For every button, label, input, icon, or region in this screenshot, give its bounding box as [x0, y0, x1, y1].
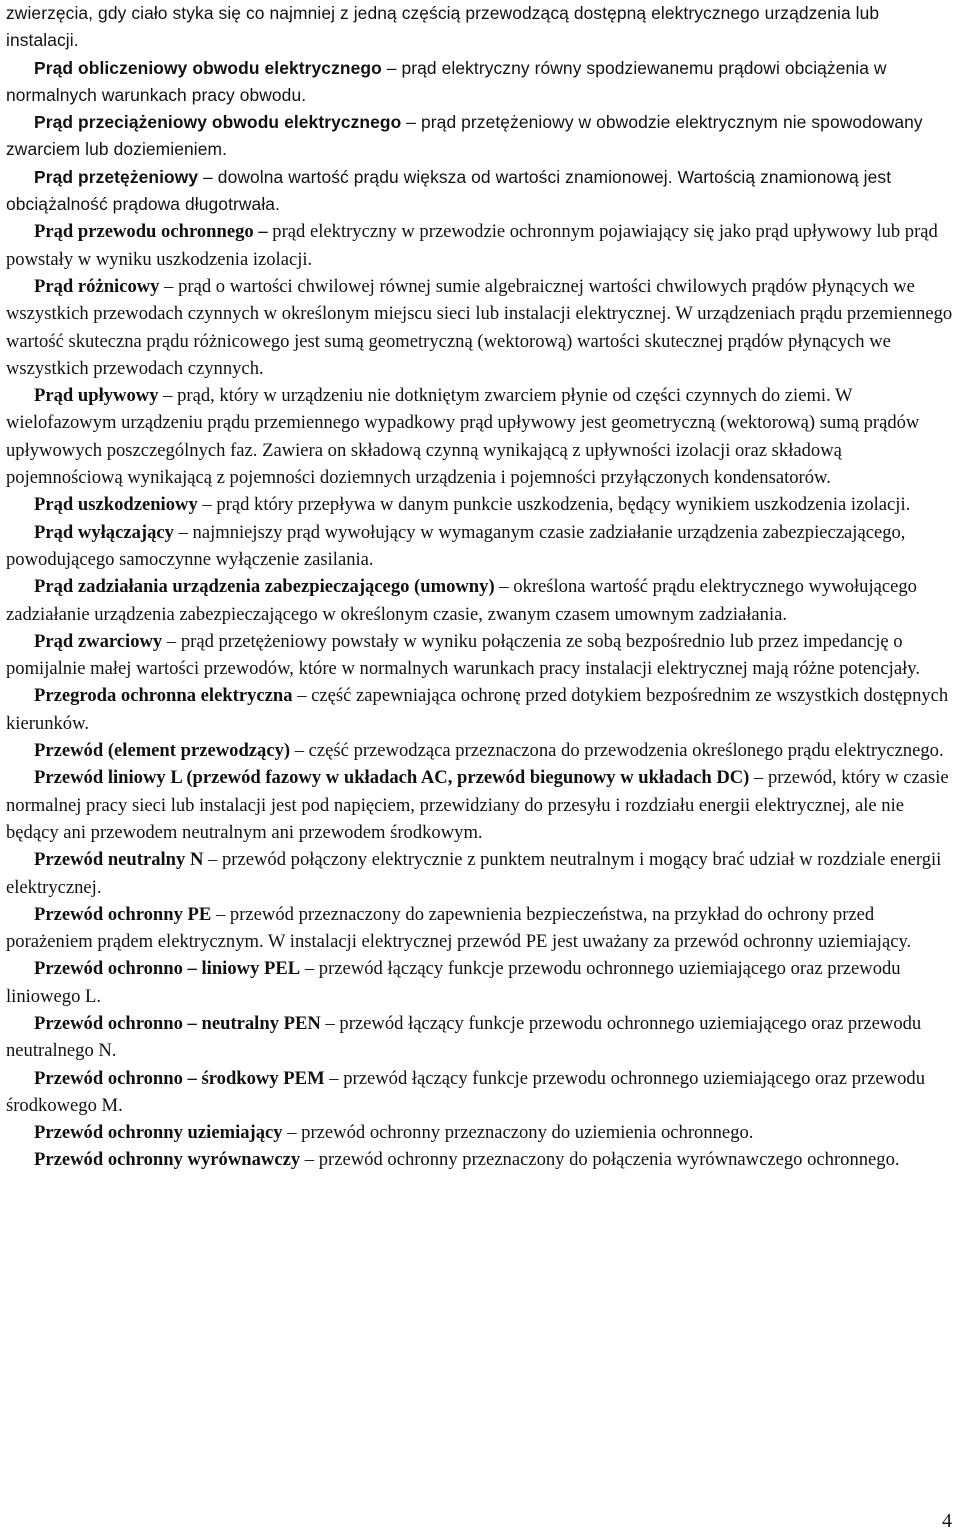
- definition-term: Przewód ochronno – środkowy PEM: [34, 1067, 325, 1089]
- definition-text: – najmniejszy prąd wywołujący w wymaganym czasie zadziałanie urządzenia zabezpieczającego, powodującego samoczynne wyłączenie zasilania.: [6, 521, 906, 570]
- definition-text: – prąd który przepływa w danym punkcie uszkodzenia, będący wynikiem uszkodzenia izolacji.: [197, 494, 911, 516]
- definition-term: Przewód ochronno – neutralny PEN: [34, 1012, 321, 1034]
- definition-text: – część przewodząca przeznaczona do przewodzenia określonego prądu elektrycznego.: [290, 740, 944, 762]
- definition-text: – część zapewniająca ochronę przed dotykiem bezpośrednim ze wszystkich dostępnych kierunków.: [6, 685, 949, 734]
- definition-text: – przewód, który w czasie normalnej pracy sieci lub instalacji jest pod napięciem, przewidziany do przesyłu i rozdziału energii elektrycznej, ale nie będący ani przewodem neutralnym ani przewodem środkowym.: [6, 767, 949, 843]
- definition-term: Prąd wyłączający: [34, 521, 174, 543]
- definition-text: – przewód łączący funkcje przewodu ochronnego uziemiającego oraz przewodu liniowego L.: [6, 958, 901, 1007]
- definition-paragraph: [6, 955, 956, 1010]
- definition-text: zwierzęcia, gdy ciało styka się co najmniej z jedną częścią przewodzącą dostępną elektrycznego urządzenia lub instalacji.: [6, 3, 880, 51]
- definition-paragraph: [6, 901, 956, 956]
- document-body: [6, 0, 956, 1174]
- definition-term: Prąd zadziałania urządzenia zabezpieczającego (umowny): [34, 576, 495, 598]
- definition-text: – przewód przeznaczony do zapewnienia bezpieczeństwa, na przykład do ochrony przed porażeniem prądem elektrycznym. W instalacji elektrycznej przewód PE jest uważany za przewód ochronny uziemiający.: [6, 903, 912, 953]
- definition-text: – określona wartość prądu elektrycznego wywołującego zadziałanie urządzenia zabezpieczającego w określonym czasie, zwanym czasem umownym zadziałania.: [6, 576, 917, 625]
- definition-paragraph: [6, 382, 956, 491]
- definition-term: Prąd przetężeniowy: [34, 166, 199, 187]
- definition-term: Prąd obliczeniowy obwodu elektrycznego: [34, 57, 382, 78]
- definition-paragraph: [6, 628, 956, 683]
- definition-text: – prąd, który w urządzeniu nie dotkniętym zwarciem płynie od części czynnych do ziemi. W wielofazowym urządzeniu prądu przemiennego wypadkowy prąd upływowy jest geometryczną (wektorową) sumą prądów upływowych poszczególnych faz. Zawiera on składową czynną wynikającą z upływności izolacji oraz składową pojemnościową wynikającą z pojemności doziemnych urządzenia i pojemności przyłączonych kondensatorów.: [6, 385, 920, 489]
- definition-term: Przewód ochronny uziemiający: [34, 1122, 283, 1144]
- definition-text: – prąd elektryczny równy spodziewanemu prądowi obciążenia w normalnych warunkach pracy obwodu.: [6, 57, 887, 105]
- definition-paragraph: [6, 737, 956, 764]
- definition-term: Przewód neutralny N: [34, 849, 204, 871]
- definition-term: Przewód liniowy L (przewód fazowy w układach AC, przewód biegunowy w układach DC): [34, 767, 750, 789]
- definition-term: Prąd przewodu ochronnego –: [34, 221, 268, 243]
- definition-paragraph: [6, 764, 956, 846]
- definition-paragraph: [6, 573, 956, 628]
- definition-paragraph: [6, 0, 956, 55]
- definition-term: Prąd różnicowy: [34, 275, 160, 297]
- definition-text: – przewód połączony elektrycznie z punktem neutralnym i mogący brać udział w rozdziale energii elektrycznej.: [6, 849, 942, 898]
- definition-term: Przegroda ochronna elektryczna: [34, 685, 293, 707]
- definition-paragraph: [6, 519, 956, 574]
- definition-term: Przewód ochronno – liniowy PEL: [34, 958, 301, 980]
- definition-paragraph: [6, 109, 956, 164]
- definition-text: prąd elektryczny w przewodzie ochronnym pojawiający się jako prąd upływowy lub prąd powstały w wyniku uszkodzenia izolacji.: [6, 221, 938, 270]
- definition-paragraph: [6, 1146, 956, 1173]
- definition-text: – prąd przetężeniowy w obwodzie elektrycznym nie spowodowany zwarciem lub doziemieniem.: [6, 112, 923, 160]
- definition-text: – dowolna wartość prądu większa od wartości znamionowej. Wartością znamionową jest obciążalność prądowa długotrwała.: [6, 166, 892, 215]
- definition-paragraph: [6, 1065, 956, 1120]
- definition-text: – przewód ochronny przeznaczony do połączenia wyrównawczego ochronnego.: [300, 1149, 900, 1171]
- definition-term: Prąd zwarciowy: [34, 630, 163, 652]
- definition-term: Prąd upływowy: [34, 385, 159, 407]
- definition-paragraph: [6, 55, 956, 110]
- page-number: 4: [942, 1510, 952, 1532]
- definition-paragraph: [6, 218, 956, 273]
- definition-paragraph: [6, 1010, 956, 1065]
- definition-term: Prąd uszkodzeniowy: [34, 494, 198, 516]
- definition-paragraph: [6, 1119, 956, 1146]
- definition-term: Przewód ochronny PE: [34, 903, 212, 925]
- definition-text: – prąd o wartości chwilowej równej sumie algebraicznej wartości chwilowych prądów płynących we wszystkich przewodach czynnych w określonym miejscu sieci lub instalacji elektrycznej. W urządzeniach prądu przemiennego wartość skuteczna prądu różnicowego jest sumą geometryczną (wektorową) wartości skutecznej prądów płynących we wszystkich przewodach czynnych.: [6, 275, 953, 379]
- definition-paragraph: [6, 682, 956, 737]
- definition-term: Przewód (element przewodzący): [34, 740, 291, 762]
- definition-paragraph: [6, 491, 956, 518]
- definition-paragraph: [6, 846, 956, 901]
- definition-text: – przewód łączący funkcje przewodu ochronnego uziemiającego oraz przewodu środkowego M.: [6, 1067, 926, 1116]
- definition-text: – przewód ochronny przeznaczony do uziemienia ochronnego.: [282, 1122, 754, 1144]
- definition-term: Prąd przeciążeniowy obwodu elektrycznego: [34, 112, 402, 133]
- definition-text: – przewód łączący funkcje przewodu ochronnego uziemiającego oraz przewodu neutralnego N.: [6, 1012, 922, 1062]
- definition-paragraph: [6, 164, 956, 219]
- definition-term: Przewód ochronny wyrównawczy: [34, 1149, 301, 1171]
- definition-paragraph: [6, 273, 956, 382]
- definition-text: – prąd przetężeniowy powstały w wyniku połączenia ze sobą bezpośrednio lub przez impedancję o pomijalnie małej wartości przewodów, które w normalnych warunkach pracy instalacji elektrycznej mają różne potencjały.: [6, 630, 920, 680]
